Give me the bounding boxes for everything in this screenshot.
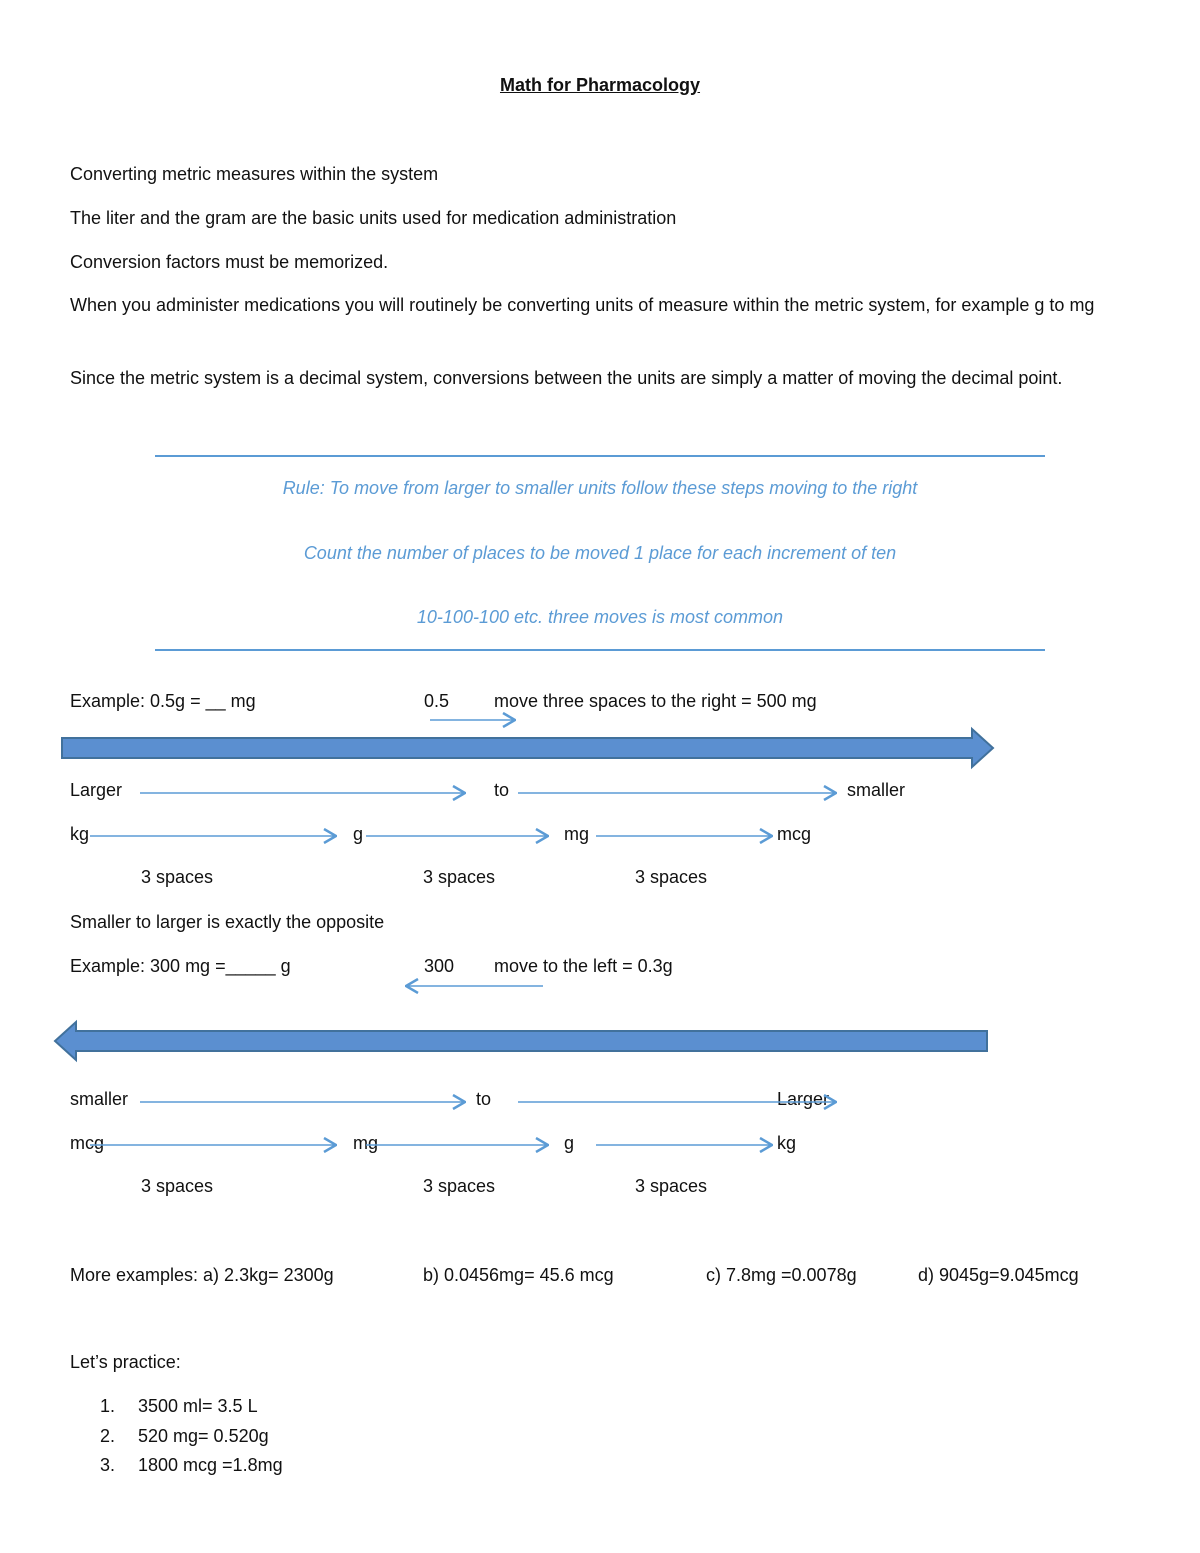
diagram2-larger: Larger xyxy=(777,1089,830,1109)
practice-item-text: 520 mg= 0.520g xyxy=(138,1426,269,1446)
diagram2-mcg: mcg xyxy=(70,1133,105,1153)
diagram2-spaces-2: 3 spaces xyxy=(423,1176,496,1196)
big-right-arrow xyxy=(62,729,993,767)
opposite-note: Smaller to larger is exactly the opposite xyxy=(70,912,385,932)
diagram1-spaces-2: 3 spaces xyxy=(423,867,496,887)
diagram2-spaces-3: 3 spaces xyxy=(635,1176,708,1196)
paragraph-administer: When you administer medications you will routinely be converting units of measure within the metric system, for example g to mg xyxy=(70,295,1095,315)
more-examples-c: c) 7.8mg =0.0078g xyxy=(706,1265,857,1285)
diagram1-spaces-3: 3 spaces xyxy=(635,867,708,887)
paragraph-memorize: Conversion factors must be memorized. xyxy=(70,252,389,272)
practice-item-number: 1. xyxy=(100,1396,116,1416)
diagram1-g: g xyxy=(353,824,364,844)
practice-item-text: 3500 ml= 3.5 L xyxy=(138,1396,258,1416)
big-left-arrow xyxy=(55,1022,987,1060)
practice-item-text: 1800 mcg =1.8mg xyxy=(138,1455,283,1475)
paragraph-decimal: Since the metric system is a decimal system, conversions between the units are simply a matter of moving the decimal point. xyxy=(70,368,1063,388)
diagram1-larger: Larger xyxy=(70,780,123,800)
more-examples-b: b) 0.0456mg= 45.6 mcg xyxy=(423,1265,614,1285)
more-examples-a: More examples: a) 2.3kg= 2300g xyxy=(70,1265,334,1285)
rule-line-1: Rule: To move from larger to smaller units follow these steps moving to the right xyxy=(282,478,918,498)
diagram2-arrows xyxy=(90,1102,836,1145)
diagram1-mcg: mcg xyxy=(777,824,812,844)
rule-line-3: 10-100-100 etc. three moves is most common xyxy=(416,607,784,627)
example1-explanation: move three spaces to the right = 500 mg xyxy=(494,691,817,711)
practice-heading: Let’s practice: xyxy=(70,1352,181,1372)
diagram1-to: to xyxy=(494,780,510,800)
page-title: Math for Pharmacology xyxy=(499,75,701,95)
example2-value: 300 xyxy=(424,956,455,976)
diagram2-to: to xyxy=(476,1089,492,1109)
example2-explanation: move to the left = 0.3g xyxy=(494,956,673,976)
rule-line-2: Count the number of places to be moved 1 place for each increment of ten xyxy=(303,543,897,563)
example2-label: Example: 300 mg =_____ g xyxy=(70,956,291,976)
paragraph-basic-units: The liter and the gram are the basic units used for medication administration xyxy=(70,208,677,228)
diagram2-spaces-1: 3 spaces xyxy=(141,1176,214,1196)
diagram1-spaces-1: 3 spaces xyxy=(141,867,214,887)
practice-item-number: 3. xyxy=(100,1455,116,1475)
paragraph-converting: Converting metric measures within the system xyxy=(70,164,439,184)
diagram2-kg: kg xyxy=(777,1133,797,1153)
more-examples-d: d) 9045g=9.045mcg xyxy=(918,1265,1079,1285)
diagram2-mg: mg xyxy=(353,1133,379,1153)
diagram1-kg: kg xyxy=(70,824,90,844)
diagram1-mg: mg xyxy=(564,824,590,844)
practice-item-number: 2. xyxy=(100,1426,116,1446)
diagram2-g: g xyxy=(564,1133,575,1153)
example1-label: Example: 0.5g = __ mg xyxy=(70,691,256,711)
example1-value: 0.5 xyxy=(424,691,450,711)
diagram1-arrows xyxy=(90,793,836,836)
diagram2-smaller: smaller xyxy=(70,1089,129,1109)
diagram1-smaller: smaller xyxy=(847,780,906,800)
